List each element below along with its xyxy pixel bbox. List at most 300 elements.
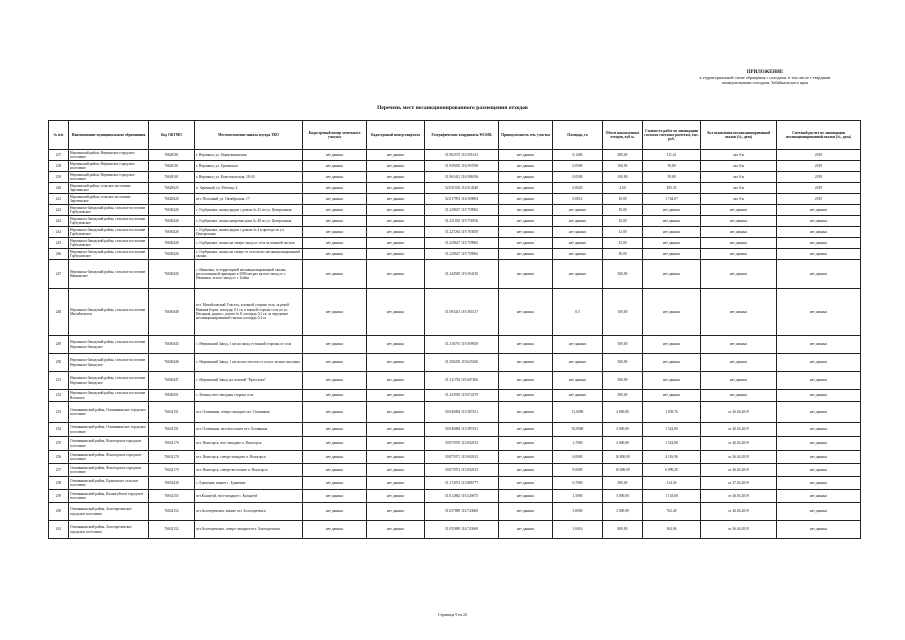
table-cell: Нерчинско-Заводский район, сельское поселение Горбуновское	[69, 216, 149, 227]
table-cell: пгт.Калангуй, юго-западнее с. Калангуй	[195, 490, 303, 503]
table-cell: нет данных	[499, 354, 553, 372]
table-cell: 238	[49, 161, 69, 172]
table-cell: нет данных	[499, 390, 553, 402]
table-cell: 51.012862 116.520675	[425, 490, 499, 503]
table-cell: 1 839,76	[643, 402, 701, 423]
table-cell: 51.244585 119.394150	[425, 260, 499, 289]
table-cell: пст. Михайловский Участок, в южной стороне села, за рекой Нижняя Борзя, площадь 0,1 га; в южной стороне села по ул. Нагорная, рядом с домом № 8, площадь 0,1 га; за чередовые несанкционированной свалки, площадь 0,2 га	[195, 289, 303, 336]
table-cell: Нерчинско-Заводский район, сельское поселение Нерчинско-Заводское	[69, 372, 149, 390]
page-footer: Страница 9 из 22	[437, 612, 468, 617]
table-cell: нет данных	[499, 205, 553, 216]
table-cell: г. Нерчинск, ул. Комсомольская, 18-20	[195, 172, 303, 183]
table-cell: 76630426	[149, 249, 195, 260]
table-cell: нет данных	[701, 354, 777, 372]
table-cell: нет данных	[499, 183, 553, 194]
table-cell: с. Нерчинский Завод, 1 км на юго-восток от села в лесных массивах	[195, 354, 303, 372]
table-cell: 51.229627 119.759962	[425, 249, 499, 260]
table-cell: 9,0000	[553, 464, 603, 477]
table-cell: нет данных	[499, 289, 553, 336]
table-cell: нет данных	[303, 238, 367, 249]
table-row	[49, 289, 861, 336]
table-cell: 18,00	[603, 205, 643, 216]
appendix-header	[660, 70, 870, 85]
table-cell: с. Нерчинский Завод, на полевой "Кресталка"	[195, 372, 303, 390]
table-cell: 6,0000	[553, 451, 603, 464]
table-cell: 100,00	[603, 161, 643, 172]
table-cell: 2019	[777, 150, 861, 161]
table-cell: нет данных	[643, 205, 701, 216]
table-cell: 300,00	[603, 260, 643, 289]
table-cell: нет данных	[367, 172, 425, 183]
table-cell: акт б/н	[701, 194, 777, 205]
table-cell: нет данных	[553, 390, 603, 402]
table-row	[49, 205, 861, 216]
table-cell: нет данных	[367, 183, 425, 194]
table-cell: 50.946084 115.587431	[425, 423, 499, 437]
table-cell: нет данных	[777, 451, 861, 464]
table-cell: нет данных	[777, 372, 861, 390]
table-row	[49, 521, 861, 539]
table-cell: нет данных	[367, 503, 425, 521]
table-cell: пгт.Золотореченск, северо-западнее пгт. Золотореченск	[195, 521, 303, 539]
table-row	[49, 227, 861, 238]
table-cell: нет данных	[777, 205, 861, 216]
table-cell: нет данных	[643, 289, 701, 336]
column-header: Кадастровый номер квартала	[367, 121, 425, 150]
table-cell: нет данных	[553, 227, 603, 238]
table-cell: 50.875972 115.692013	[425, 464, 499, 477]
column-header: Принадлежность зем. участка	[499, 121, 553, 150]
table-cell: 76630426	[149, 227, 195, 238]
table-cell: нет данных	[499, 194, 553, 205]
table-cell: нет данных	[777, 521, 861, 539]
table-cell: 50.875971 115.692013	[425, 451, 499, 464]
table-cell: 257	[49, 464, 69, 477]
table-cell: п. Заречный, ул. Рабочая, 2	[195, 183, 303, 194]
table-cell: нет данных	[777, 260, 861, 289]
table-cell: нет данных	[777, 289, 861, 336]
table-cell: нет данных	[303, 503, 367, 521]
table-cell: нет данных	[303, 205, 367, 216]
table-cell: с. Горбуновка, свалка рядом с домом № 41 по ул. Центральная	[195, 205, 303, 216]
column-header: Площадь, га	[553, 121, 603, 150]
table-cell: 4 800,00	[603, 402, 643, 423]
table-cell: г. Нерчинск, ул. Оцинтюшинская	[195, 150, 303, 161]
table-row	[49, 172, 861, 183]
table-cell: 30,00	[603, 249, 643, 260]
table-row	[49, 336, 861, 354]
table-cell: Оловяннинский район, Ясногорское городское поселение	[69, 464, 149, 477]
table-cell: нет данных	[367, 161, 425, 172]
table-cell: с. Нерчинский Завод, 1 км на запад от южной стороны от села	[195, 336, 303, 354]
column-header: Код ОКТМО	[149, 121, 195, 150]
table-cell: 39,80	[643, 161, 701, 172]
table-cell: нет данных	[499, 172, 553, 183]
table-cell: 247	[49, 260, 69, 289]
column-header: Географические координаты WGS84	[425, 121, 499, 150]
table-cell: акт б/н	[701, 183, 777, 194]
table-cell: 280,00	[603, 150, 643, 161]
table-cell: нет данных	[553, 238, 603, 249]
table-cell: нет данных	[499, 336, 553, 354]
table-cell: 800,00	[603, 521, 643, 539]
table-cell: пгт. Оловянная, северо-западнее пгт. Оловянная	[195, 402, 303, 423]
table-cell: нет данных	[367, 451, 425, 464]
table-cell: 76630426	[149, 216, 195, 227]
table-cell: пгт.Золотореченск, южнее пгт. Золотореченск	[195, 503, 303, 521]
table-cell: нет данных	[643, 216, 701, 227]
table-cell: нет данных	[777, 477, 861, 490]
table-cell: 10 800,00	[603, 451, 643, 464]
table-cell: нет данных	[701, 238, 777, 249]
table-cell: 76630430	[149, 260, 195, 289]
table-cell: нет данных	[499, 161, 553, 172]
table-cell: 261	[49, 521, 69, 539]
table-cell: 76632151	[149, 423, 195, 437]
table-cell: 76632152	[149, 503, 195, 521]
table-cell: 237	[49, 150, 69, 161]
table-cell: нет данных	[367, 490, 425, 503]
table-cell: нет данных	[303, 451, 367, 464]
table-row	[49, 249, 861, 260]
table-cell: нет данных	[553, 336, 603, 354]
table-cell: 1,0416	[553, 521, 603, 539]
table-cell: нет данных	[499, 503, 553, 521]
table-cell: нет данных	[367, 402, 425, 423]
table-row	[49, 183, 861, 194]
table-cell: 495,33	[643, 183, 701, 194]
table-cell: нет данных	[499, 150, 553, 161]
table-cell: 254	[49, 423, 69, 437]
table-cell: 50.875976 115.692013	[425, 437, 499, 451]
table-cell: акт б/н	[701, 150, 777, 161]
table-cell: 252	[49, 390, 69, 402]
table-cell: 16 000,00	[603, 464, 643, 477]
table-cell: нет данных	[499, 372, 553, 390]
table-cell: 10,00	[603, 216, 643, 227]
table-cell: нет данных	[777, 464, 861, 477]
table-cell: 51.311758 119.607266	[425, 372, 499, 390]
table-cell: нет данных	[777, 249, 861, 260]
table-cell: нет данных	[701, 216, 777, 227]
table-cell: нет данных	[643, 249, 701, 260]
table-cell: 245	[49, 238, 69, 249]
table-cell: 51.093413 119.365117	[425, 289, 499, 336]
table-cell: нет данных	[777, 227, 861, 238]
table-row	[49, 477, 861, 490]
table-cell: от 26.04.2019	[701, 437, 777, 451]
table-cell: Оловяннинский район, Золотореченское городское поселение	[69, 503, 149, 521]
table-cell: 1 744,07	[643, 194, 701, 205]
table-cell: нет данных	[367, 521, 425, 539]
table-cell: Нерчинский район, Нерчинское городское поселение	[69, 161, 149, 172]
table-cell: с. Ивановка, за территорией несанкционированной свалки, расположенной примерно в 3000 метрах на юго-запад от с. Ивановка, за юго-запад от с. Байка	[195, 260, 303, 289]
table-cell: нет данных	[777, 336, 861, 354]
table-cell: 76632170	[149, 437, 195, 451]
table-cell: 10,00	[603, 194, 643, 205]
table-cell: Нерчинский район, Нерчинское городское поселение	[69, 172, 149, 183]
table-cell: Оловяннинский район, Калангуйское городское поселение	[69, 490, 149, 503]
table-cell: 76628101	[149, 172, 195, 183]
table-cell: 76632430	[149, 477, 195, 490]
table-cell: нет данных	[367, 260, 425, 289]
table-cell: нет данных	[303, 260, 367, 289]
table-cell: нет данных	[553, 249, 603, 260]
table-cell: 1 143,60	[643, 490, 701, 503]
document-title: Перечень мест несанкционированного размещения отходов	[377, 105, 528, 111]
table-cell: с. Горбуновка, свалка напротив дома № 48 по ул. Центральная	[195, 216, 303, 227]
table-cell: 255	[49, 437, 69, 451]
table-cell: 259	[49, 490, 69, 503]
table-row	[49, 216, 861, 227]
table-cell: 51.963421 116.586196	[425, 172, 499, 183]
table-cell: 0,0500	[553, 161, 603, 172]
table-cell: 1,7000	[553, 437, 603, 451]
table-cell: нет данных	[367, 238, 425, 249]
table-cell: нет данных	[303, 372, 367, 390]
table-cell: 76630446	[149, 354, 195, 372]
table-cell: Нерчинско-Заводский район, сельское поселение Нерчинско-Заводское	[69, 336, 149, 354]
table-cell: нет данных	[303, 194, 367, 205]
table-cell: нет данных	[777, 238, 861, 249]
table-cell: нет данных	[499, 402, 553, 423]
table-cell: 1 524,80	[643, 437, 701, 451]
table-cell: нет данных	[303, 183, 367, 194]
table-cell: 51.057889 116.743669	[425, 503, 499, 521]
table-cell: нет данных	[777, 423, 861, 437]
table-cell: нет данных	[367, 423, 425, 437]
table-cell: нет данных	[303, 490, 367, 503]
table-cell: нет данных	[303, 336, 367, 354]
table-cell: нет данных	[303, 150, 367, 161]
table-cell: от 26.04.2019	[701, 451, 777, 464]
table-cell: 253	[49, 402, 69, 423]
table-cell: 248	[49, 289, 69, 336]
table-cell: 304,96	[643, 521, 701, 539]
table-cell: пгт. Ясногорск, северо-западнее п. Ясногорск	[195, 451, 303, 464]
table-cell: 300,00	[603, 336, 643, 354]
table-cell: 1 524,80	[643, 423, 701, 437]
table-cell: нет данных	[303, 354, 367, 372]
table-cell: 51.229637 119.759962	[425, 205, 499, 216]
table-cell: 256	[49, 451, 69, 464]
table-cell: 76630448	[149, 289, 195, 336]
table-cell: с. Ялонка, юго-западная сторона села	[195, 390, 303, 402]
table-cell: с. Горбуновка, свалка рядом с домом № 4 в проезде по ул. Центральная	[195, 227, 303, 238]
table-row	[49, 354, 861, 372]
waste-sites-table	[48, 120, 861, 539]
table-cell: нет данных	[499, 464, 553, 477]
table-cell: 51.227264 119.763859	[425, 227, 499, 238]
table-cell: нет данных	[303, 249, 367, 260]
table-cell: 76628101	[149, 150, 195, 161]
table-cell: 2019	[777, 161, 861, 172]
table-cell: 2019	[777, 183, 861, 194]
column-header: № п/п	[49, 121, 69, 150]
table-cell: нет данных	[777, 503, 861, 521]
table-cell: 241	[49, 194, 69, 205]
table-cell: 51.433918 119.072279	[425, 390, 499, 402]
table-cell: нет данных	[499, 521, 553, 539]
table-cell: 4 116,96	[643, 451, 701, 464]
table-cell: 76630426	[149, 205, 195, 216]
table-cell: нет данных	[303, 216, 367, 227]
table-cell: Нерчинский район, сельское поселение Заречинское	[69, 183, 149, 194]
table-cell: с. Горбуновка, свалка на севере от села возле несанкционированной свалки	[195, 249, 303, 260]
table-cell: 300,00	[603, 354, 643, 372]
table-cell: нет данных	[701, 249, 777, 260]
table-cell: акт б/н	[701, 172, 777, 183]
table-cell: 51.174072 115.886777	[425, 477, 499, 490]
table-cell: нет данных	[367, 390, 425, 402]
table-cell: 51.229627 119.759962	[425, 238, 499, 249]
table-cell: нет данных	[367, 194, 425, 205]
table-cell: нет данных	[303, 227, 367, 238]
table-cell: Нерчинско-Заводский район, сельское поселение Ялонское	[69, 390, 149, 402]
table-row	[49, 503, 861, 521]
table-cell: нет данных	[303, 390, 367, 402]
table-cell: нет данных	[499, 423, 553, 437]
table-row	[49, 238, 861, 249]
table-cell: нет данных	[367, 477, 425, 490]
table-cell: 76628425	[149, 183, 195, 194]
table-cell: с. Горбуновка, свалка на северо-запад от села за военной частью	[195, 238, 303, 249]
table-cell: нет данных	[643, 354, 701, 372]
table-cell: нет данных	[553, 372, 603, 390]
table-cell: 51.300205 119.625260	[425, 354, 499, 372]
table-cell: нет данных	[367, 464, 425, 477]
table-cell: 4 000,00	[603, 423, 643, 437]
table-cell: 5,0000	[553, 503, 603, 521]
table-cell: 52.017991 116.569804	[425, 194, 499, 205]
table-cell: нет данных	[777, 437, 861, 451]
table-cell: нет данных	[499, 260, 553, 289]
table-cell: Нерчинский район, сельское поселение Зареченское	[69, 194, 149, 205]
table-cell: нет данных	[499, 238, 553, 249]
table-cell: нет данных	[303, 289, 367, 336]
column-header: Кадастровый номер земельного участка	[303, 121, 367, 150]
table-cell: нет данных	[643, 336, 701, 354]
table-cell: 50.946084 115.587431	[425, 402, 499, 423]
table-cell: нет данных	[303, 172, 367, 183]
table-cell: 6 099,20	[643, 464, 701, 477]
table-cell: нет данных	[553, 216, 603, 227]
table-row	[49, 464, 861, 477]
table-cell: 251	[49, 372, 69, 390]
table-cell: 240	[49, 183, 69, 194]
table-cell: 0,0020	[553, 183, 603, 194]
table-cell: Нерчинско-Заводский район, сельское поселение Горбуновское	[69, 238, 149, 249]
table-cell: Нерчинско-Заводский район, сельское поселение Горбуновское	[69, 227, 149, 238]
table-row	[49, 372, 861, 390]
table-cell: нет данных	[643, 260, 701, 289]
table-cell: Нерчинско-Заводский район, сельское поселение Ивановское	[69, 260, 149, 289]
table-cell: 51.055889 116.743669	[425, 521, 499, 539]
table-cell: от 26.04.2019	[701, 464, 777, 477]
table-cell: 249	[49, 336, 69, 354]
table-row	[49, 194, 861, 205]
table-cell: нет данных	[777, 402, 861, 423]
table-cell: Оловяннинский район, Оловяннинское городское поселение	[69, 423, 149, 437]
table-cell: пгт. Оловянная, юго-восточнее пгт. Оловянная	[195, 423, 303, 437]
table-cell: нет данных	[701, 260, 777, 289]
table-cell: 100,00	[603, 172, 643, 183]
table-cell: 2 000,00	[603, 503, 643, 521]
table-cell: нет данных	[643, 372, 701, 390]
table-cell: 30,0000	[553, 423, 603, 437]
table-cell: 76632170	[149, 464, 195, 477]
table-cell: 76630426	[149, 238, 195, 249]
table-cell: Оловяннинский район, Ясногорское городское поселение	[69, 451, 149, 464]
table-cell: нет данных	[303, 521, 367, 539]
table-cell: нет данных	[499, 216, 553, 227]
table-cell: от 26.04.2019	[701, 402, 777, 423]
table-cell: 239	[49, 172, 69, 183]
table-cell: Нерчинско-Заводский район, сельское поселение Нерчинско-Заводское	[69, 354, 149, 372]
table-cell: нет данных	[553, 260, 603, 289]
table-cell: 2019	[777, 194, 861, 205]
table-cell: нет данных	[499, 437, 553, 451]
table-cell: нет данных	[643, 390, 701, 402]
table-cell: нет данных	[499, 490, 553, 503]
table-cell: 244	[49, 227, 69, 238]
column-header: Стоимость работ по ликвидации согласно сметным расчетам, тыс. руб.	[643, 121, 701, 150]
table-cell: 243	[49, 216, 69, 227]
table-cell: нет данных	[367, 150, 425, 161]
table-cell: Оловяннинский район, Золотореченское городское поселение	[69, 521, 149, 539]
table-cell: нет данных	[643, 238, 701, 249]
table-cell: нет данных	[303, 161, 367, 172]
table-cell: пгт. Ясногорск, северо-восточнее п. Ясногорск	[195, 464, 303, 477]
table-row	[49, 150, 861, 161]
table-cell: нет данных	[701, 205, 777, 216]
table-cell: 258	[49, 477, 69, 490]
table-cell: нет данных	[499, 227, 553, 238]
table-cell: 52.031530 116.514340	[425, 183, 499, 194]
table-cell: нет данных	[643, 227, 701, 238]
table-cell: от 27.04.2019	[701, 477, 777, 490]
table-cell: пгт. Ясногорск, юго-западнее п. Ясногорск	[195, 437, 303, 451]
table-cell: нет данных	[499, 249, 553, 260]
table-cell: 25,00	[603, 238, 643, 249]
table-cell: нет данных	[303, 477, 367, 490]
table-cell: с. Единение, южнее с. Единение	[195, 477, 303, 490]
table-cell: от 26.04.2019	[701, 521, 777, 539]
table-cell: 1,5000	[553, 490, 603, 503]
table-cell: от 26.04.2019	[701, 503, 777, 521]
table-cell: 250	[49, 354, 69, 372]
table-cell: 51.963575 116.591613	[425, 150, 499, 161]
table-cell: 246	[49, 249, 69, 260]
table-row	[49, 161, 861, 172]
table-cell: нет данных	[367, 227, 425, 238]
table-cell: 51.316791 119.569929	[425, 336, 499, 354]
table-cell: 4,00	[603, 183, 643, 194]
table-cell: 0,0500	[553, 172, 603, 183]
table-cell: акт б/н	[701, 161, 777, 172]
table-cell: нет данных	[367, 216, 425, 227]
table-cell: 260	[49, 503, 69, 521]
table-cell: нет данных	[777, 490, 861, 503]
table-cell: 76632155	[149, 490, 195, 503]
table-cell: Оловяннинский район, Оловяннинское городское поселение	[69, 402, 149, 423]
table-cell: 300,00	[603, 372, 643, 390]
table-row	[49, 402, 861, 423]
table-cell: нет данных	[777, 216, 861, 227]
table-cell: 242	[49, 205, 69, 216]
table-cell: 0,1400	[553, 150, 603, 161]
table-row	[49, 451, 861, 464]
